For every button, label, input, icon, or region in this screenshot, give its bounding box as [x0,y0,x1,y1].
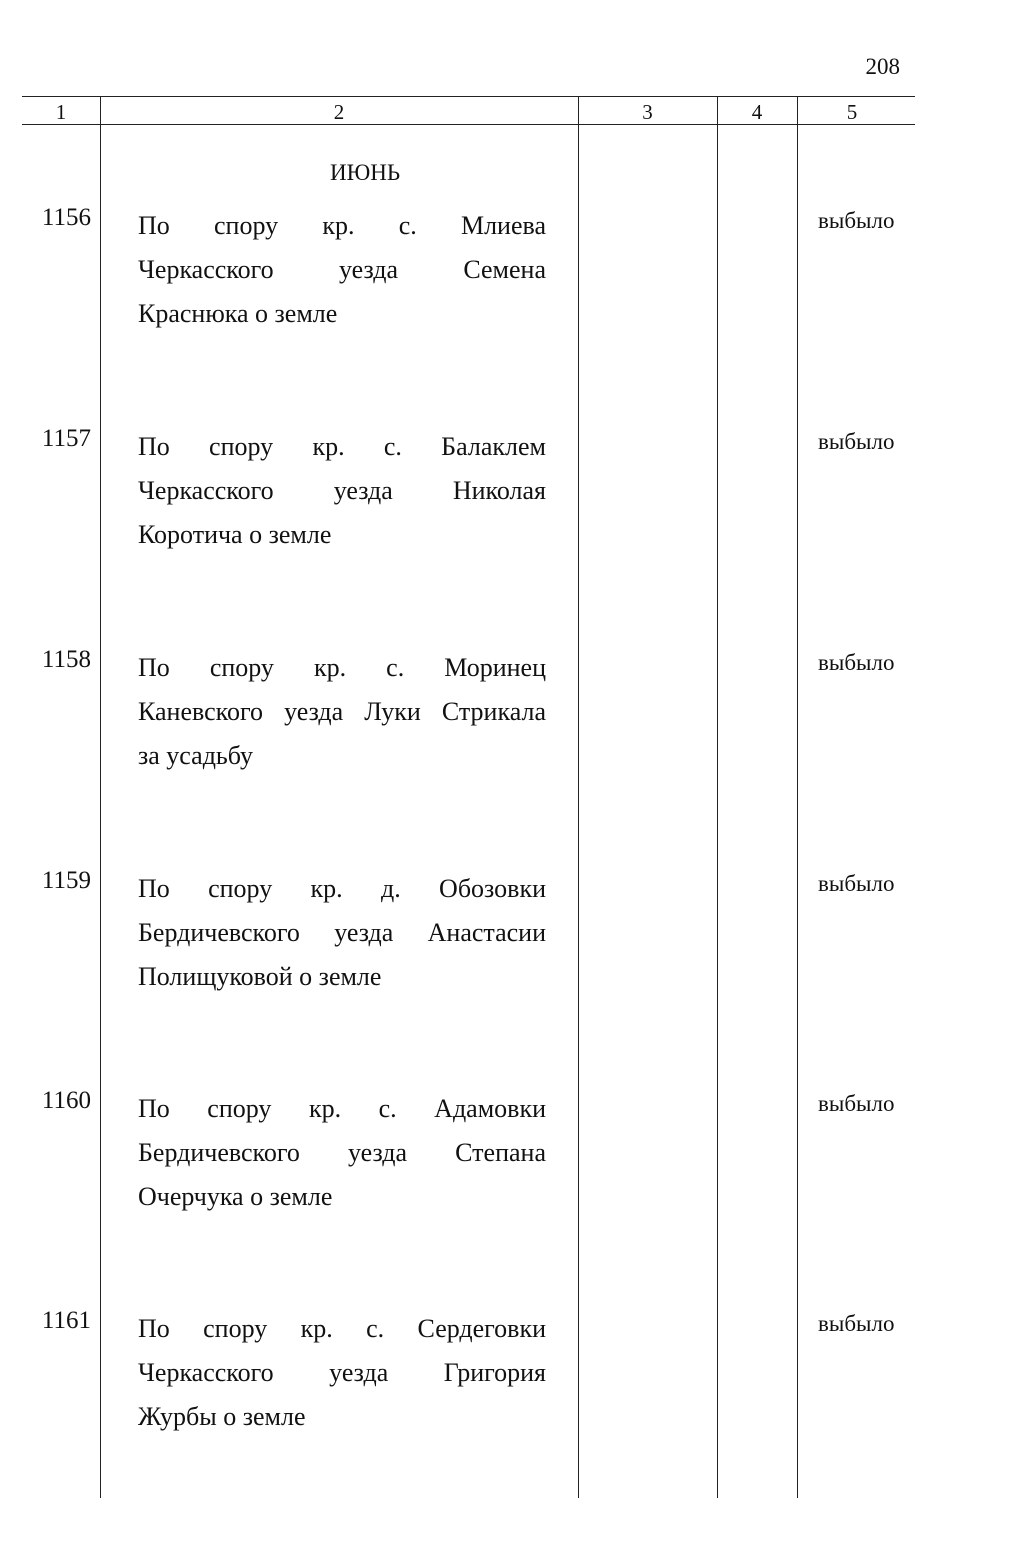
row-number: 1156 [41,204,91,231]
row-number: 1161 [41,1307,91,1334]
row-description [138,204,546,336]
description-line: Краснюка о земле [138,299,338,328]
row-status: выбыло [818,871,895,896]
row-status: выбыло [818,429,895,454]
table-row [0,1307,1024,1457]
row-status: выбыло [818,1311,895,1336]
month-heading: ИЮНЬ [329,160,401,185]
table-top-border [22,96,915,97]
description-line: за усадьбу [138,741,254,770]
row-description [138,1307,546,1439]
description-line: По спору кр. с. Адамовки [138,1094,546,1123]
row-number: 1159 [41,867,91,894]
table-row [0,646,1024,796]
header-bottom-border [22,124,915,125]
table-row [0,1087,1024,1237]
description-line: По спору кр. с. Балаклем [138,432,546,461]
column-header-3: 3 [642,100,653,124]
row-number: 1160 [41,1087,91,1114]
description-line: Бердичевского уезда Степана [138,1138,546,1167]
row-description [138,867,546,999]
description-line: Коротича о земле [138,520,332,549]
description-line: Черкасского уезда Семена [138,255,546,284]
row-status: выбыло [818,208,895,233]
table-row [0,867,1024,1017]
description-line: Черкасского уезда Григория [138,1358,546,1387]
description-line: Журбы о земле [138,1402,306,1431]
table-row [0,204,1024,354]
description-line: Полищуковой о земле [138,962,382,991]
description-line: Черкасского уезда Николая [138,476,546,505]
description-line: По спору кр. д. Обозовки [138,874,546,903]
page-number: 208 [865,54,900,79]
row-status: выбыло [818,650,895,675]
row-description [138,1087,546,1219]
column-header-1: 1 [55,100,67,124]
column-header-4: 4 [751,100,763,124]
description-line: Бердичевского уезда Анастасии [138,918,546,947]
description-line: По спору кр. с. Моринец [138,653,546,682]
column-header-5: 5 [846,100,858,124]
description-line: По спору кр. с. Млиева [138,211,546,240]
description-line: По спору кр. с. Сердеговки [138,1314,546,1343]
row-status: выбыло [818,1091,895,1116]
row-number: 1158 [41,646,91,673]
row-description [138,646,546,778]
table-row [0,425,1024,575]
description-line: Каневского уезда Луки Стрикала [138,697,546,726]
description-line: Очерчука о земле [138,1182,333,1211]
row-number: 1157 [41,425,91,452]
column-header-2: 2 [333,100,345,124]
row-description [138,425,546,557]
